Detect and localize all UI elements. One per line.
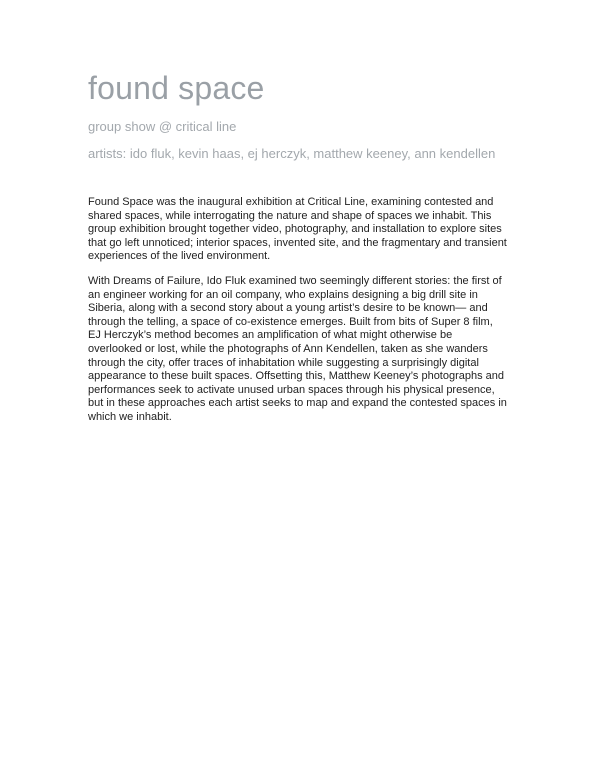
page-title: found space (88, 70, 265, 106)
exhibition-subtitle: group show @ critical line (88, 119, 237, 134)
paragraph-artists: With Dreams of Failure, Ido Fluk examined two seemingly different stories: the first of an engineer working for an oil company, who explains designing a big drill site in Siberia, along with a second story about a young artist’s desire to be known— and through the telling, a space of co-existence emerges. Built from bits of Super 8 film, EJ Herczyk’s method becomes an amplification of what might otherwise be overlooked or lost, while the photographs of Ann Kendellen, taken as she wanders through the city, offer traces of inhabitation while suggesting a surprisingly digital appearance to these built spaces. Offsetting this, Matthew Keeney’s photographs and performances seek to activate unused urban spaces through his physical presence, but in these approaches each artist seeks to map and expand the contested spaces in which we inhabit. (88, 274, 507, 423)
artists-line: artists: ido fluk, kevin haas, ej herczyk, matthew keeney, ann kendellen (88, 146, 496, 161)
paragraph-intro: Found Space was the inaugural exhibition at Critical Line, examining contested and shared spaces, while interrogating the nature and shape of spaces we inhabit. This group exhibition brought together video, photography, and installation to explore sites that go left unnoticed; interior spaces, invented site, and the fragmentary and transient experiences of the lived environment. (88, 196, 507, 263)
body-text (88, 196, 508, 436)
